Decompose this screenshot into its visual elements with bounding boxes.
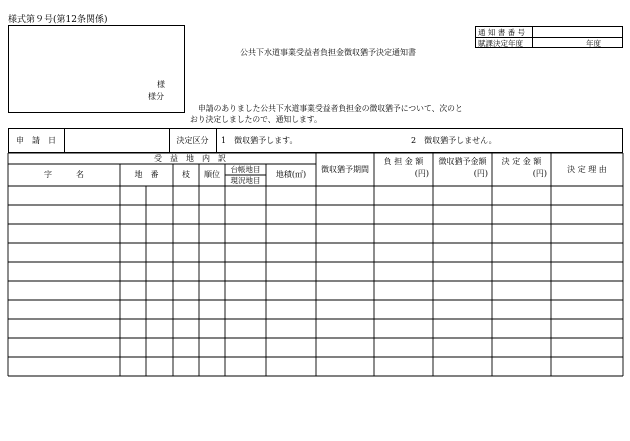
table-cell[interactable] [551, 338, 623, 357]
table-cell[interactable] [173, 319, 199, 338]
header-kettei-unit: (円) [532, 168, 547, 178]
table-cell[interactable] [316, 281, 374, 300]
header-futan-unit: (円) [414, 168, 429, 178]
table-cell[interactable] [492, 186, 551, 205]
table-cell[interactable] [316, 357, 374, 376]
table-cell[interactable] [266, 281, 316, 300]
table-cell[interactable] [551, 224, 623, 243]
table-cell[interactable] [433, 319, 492, 338]
table-cell[interactable] [146, 262, 173, 281]
table-cell[interactable] [8, 205, 120, 224]
table-cell[interactable] [433, 205, 492, 224]
header-genkyo: 現況地目 [230, 176, 261, 185]
decision-category-label: 決定区分 [176, 135, 209, 145]
header-chiban: 地 番 [134, 170, 159, 180]
table-cell[interactable] [266, 319, 316, 338]
table-cell[interactable] [120, 357, 146, 376]
table-cell[interactable] [316, 186, 374, 205]
table-cell[interactable] [199, 281, 225, 300]
addressee-samabun: 様分 [148, 92, 164, 101]
table-cell[interactable] [199, 357, 225, 376]
table-cell[interactable] [374, 319, 433, 338]
table-cell[interactable] [120, 243, 146, 262]
table-cell[interactable] [8, 281, 120, 300]
assessment-year-label: 賦課決定年度 [478, 38, 523, 48]
table-cell[interactable] [199, 205, 225, 224]
table-cell[interactable] [225, 243, 266, 262]
header-aza: 字 名 [44, 170, 84, 180]
table-cell[interactable] [146, 205, 173, 224]
table-cell[interactable] [120, 186, 146, 205]
table-cell[interactable] [316, 243, 374, 262]
table-cell[interactable] [433, 186, 492, 205]
header-yuyo: 徴収猶予金額 [438, 156, 487, 166]
table-cell[interactable] [225, 319, 266, 338]
table-cell[interactable] [266, 300, 316, 319]
table-cell[interactable] [173, 281, 199, 300]
table-cell[interactable] [433, 357, 492, 376]
table-cell[interactable] [199, 338, 225, 357]
table-cell[interactable] [374, 205, 433, 224]
table-cell[interactable] [492, 205, 551, 224]
table-cell[interactable] [316, 224, 374, 243]
header-futan: 負 担 金 額 [383, 156, 424, 166]
table-cell[interactable] [8, 243, 120, 262]
table-cell[interactable] [374, 338, 433, 357]
table-cell[interactable] [266, 357, 316, 376]
table-cell[interactable] [492, 281, 551, 300]
table-cell[interactable] [266, 338, 316, 357]
decision-option-2[interactable]: 2 徴収猶予しません。 [411, 135, 497, 145]
table-cell[interactable] [199, 224, 225, 243]
table-cell[interactable] [225, 281, 266, 300]
table-cell[interactable] [374, 357, 433, 376]
table-cell[interactable] [433, 338, 492, 357]
table-cell[interactable] [433, 243, 492, 262]
header-juni: 順位 [204, 170, 220, 180]
table-cell[interactable] [199, 186, 225, 205]
table-cell[interactable] [146, 243, 173, 262]
table-cell[interactable] [374, 300, 433, 319]
notice-number-label: 通 知 書 番 号 [478, 27, 526, 37]
table-cell[interactable] [120, 300, 146, 319]
table-cell[interactable] [120, 205, 146, 224]
table-cell[interactable] [173, 186, 199, 205]
table-cell[interactable] [120, 338, 146, 357]
table-cell[interactable] [225, 224, 266, 243]
table-cell[interactable] [492, 224, 551, 243]
table-cell[interactable] [199, 243, 225, 262]
intro-line-1: 申請のありました公共下水道事業受益者負担金の徴収猶予について、次のと [198, 104, 463, 113]
table-cell[interactable] [492, 319, 551, 338]
table-cell[interactable] [433, 224, 492, 243]
table-cell[interactable] [551, 205, 623, 224]
table-cell[interactable] [146, 300, 173, 319]
table-cell[interactable] [146, 281, 173, 300]
table-cell[interactable] [316, 338, 374, 357]
table-cell[interactable] [120, 281, 146, 300]
table-cell[interactable] [173, 243, 199, 262]
table-cell[interactable] [551, 262, 623, 281]
apply-date-label: 申 請 日 [16, 135, 56, 145]
document-title: 公共下水道事業受益者負担金徴収猶予決定通知書 [240, 48, 416, 57]
table-cell[interactable] [8, 300, 120, 319]
assessment-year-suffix: 年度 [586, 38, 601, 48]
table-cell[interactable] [374, 243, 433, 262]
table-cell[interactable] [146, 319, 173, 338]
table-cell[interactable] [374, 186, 433, 205]
header-yuyo-unit: (円) [473, 168, 488, 178]
table-cell[interactable] [374, 224, 433, 243]
table-cell[interactable] [433, 281, 492, 300]
header-eda: 枝 [182, 170, 190, 180]
table-cell[interactable] [146, 357, 173, 376]
header-period: 徴収猶予期間 [321, 164, 369, 174]
table-cell[interactable] [8, 338, 120, 357]
table-cell[interactable] [492, 338, 551, 357]
table-cell[interactable] [433, 262, 492, 281]
decision-option-1[interactable]: 1 徴収猶予します。 [221, 135, 298, 145]
table-cell[interactable] [316, 262, 374, 281]
table-cell[interactable] [551, 300, 623, 319]
table-cell[interactable] [225, 338, 266, 357]
table-cell[interactable] [266, 205, 316, 224]
form-number: 様式第９号(第12条関係) [8, 15, 108, 25]
table-cell[interactable] [173, 224, 199, 243]
table-cell[interactable] [8, 262, 120, 281]
table-cell[interactable] [173, 300, 199, 319]
table-cell[interactable] [374, 262, 433, 281]
table-cell[interactable] [551, 319, 623, 338]
table-cell[interactable] [266, 224, 316, 243]
table-cell[interactable] [173, 357, 199, 376]
table-cell[interactable] [492, 357, 551, 376]
table-cell[interactable] [316, 319, 374, 338]
table-cell[interactable] [266, 243, 316, 262]
table-cell[interactable] [8, 186, 120, 205]
table-cell[interactable] [551, 281, 623, 300]
table-cell[interactable] [173, 205, 199, 224]
table-cell[interactable] [225, 205, 266, 224]
addressee-sama: 様 [157, 80, 165, 89]
table-cell[interactable] [173, 338, 199, 357]
apply-date-value[interactable] [64, 128, 169, 153]
header-kettei: 決 定 金 額 [501, 156, 542, 166]
table-cell[interactable] [492, 243, 551, 262]
table-cell[interactable] [266, 262, 316, 281]
table-cell[interactable] [266, 186, 316, 205]
table-cell[interactable] [225, 357, 266, 376]
table-cell[interactable] [225, 262, 266, 281]
header-reason: 決 定 理 由 [567, 164, 607, 174]
table-cell[interactable] [225, 186, 266, 205]
table-cell[interactable] [199, 300, 225, 319]
table-cell[interactable] [8, 319, 120, 338]
table-cell[interactable] [199, 319, 225, 338]
table-cell[interactable] [225, 300, 266, 319]
table-cell[interactable] [146, 338, 173, 357]
header-daicho: 台帳地目 [230, 165, 261, 174]
table-cell[interactable] [120, 224, 146, 243]
table-cell[interactable] [8, 224, 120, 243]
table-cell[interactable] [146, 224, 173, 243]
header-chiseki: 地積(㎡) [275, 170, 307, 180]
table-cell[interactable] [374, 281, 433, 300]
table-cell[interactable] [8, 357, 120, 376]
table-cell[interactable] [492, 262, 551, 281]
table-cell[interactable] [146, 186, 173, 205]
intro-line-2: おり決定しましたので、通知します。 [190, 115, 322, 124]
table-cell[interactable] [316, 205, 374, 224]
table-cell[interactable] [433, 300, 492, 319]
table-cell[interactable] [199, 262, 225, 281]
table-cell[interactable] [120, 319, 146, 338]
group-header: 受 益 地 内 訳 [154, 153, 226, 163]
table-cell[interactable] [120, 262, 146, 281]
table-cell[interactable] [551, 357, 623, 376]
table-cell[interactable] [551, 186, 623, 205]
table-cell[interactable] [551, 243, 623, 262]
table-cell[interactable] [173, 262, 199, 281]
table-cell[interactable] [492, 300, 551, 319]
table-cell[interactable] [316, 300, 374, 319]
